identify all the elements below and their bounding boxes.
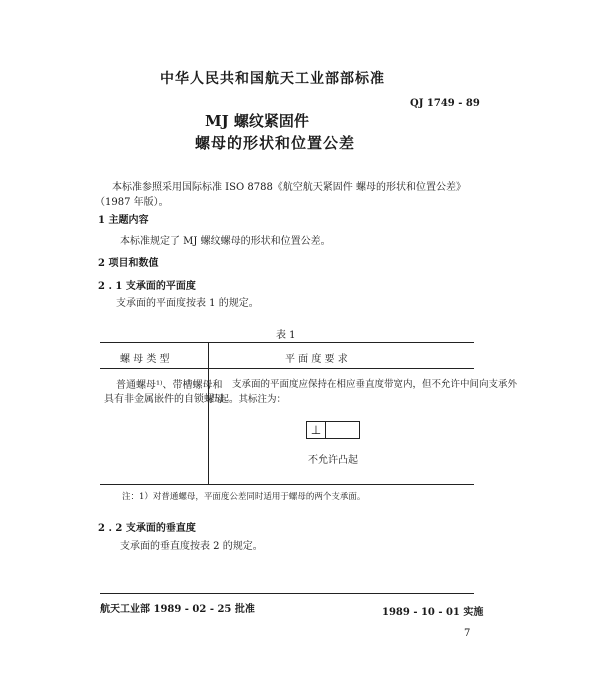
perpendicularity-icon: ⊥ [310,423,322,437]
table1-caption: 表 1 [276,330,296,341]
table1-col2-header: 平 面 度 要 求 [285,354,348,365]
section21-heading: 2 . 1 支承面的平面度 [98,281,196,292]
intro-line2: （1987 年版）。 [95,197,169,208]
section21-text: 支承面的平面度按表 1 的规定。 [116,298,259,309]
footer-implemented: 1989 - 10 - 01 实施 [382,607,484,618]
footnote: 注：1）对普通螺母，平面度公差同时适用于螺母的两个支承面。 [122,492,366,502]
table1-row1-col2-line2: 凸起。其标注为： [210,394,287,405]
standard-code: QJ 1749 - 89 [410,98,480,109]
table1-bottom-border [100,484,474,485]
title-line2: 螺母的形状和位置公差 [195,134,356,152]
section22-text: 支承面的垂直度按表 2 的规定。 [120,541,263,552]
title-line1: MJ 螺纹紧固件 [205,112,309,130]
section2-heading: 2 项目和数值 [98,258,159,269]
table1-row1-col2-line1: 支承面的平面度应保持在相应垂直度带宽内，但不允许中间向支承外 [232,379,518,390]
table1-col1-header: 螺 母 类 型 [120,354,170,365]
footer-approved: 航天工业部 1989 - 02 - 25 批准 [100,604,255,615]
section1-heading: 1 主题内容 [98,215,149,226]
table1-header-border [100,368,474,369]
intro-line1: 本标准参照采用国际标准 ISO 8788《航空航天紧固件 螺母的形状和位置公差》 [112,182,466,193]
footer-rule [100,593,474,594]
table1-row1-col1-line1: 普通螺母¹⁾、带槽螺母和 [116,380,223,391]
table1-column-divider [208,342,209,484]
tolerance-frame-value-cell [325,421,360,439]
org-title: 中华人民共和国航天工业部部标准 [160,71,385,87]
table1-top-border [100,342,474,343]
tolerance-frame-symbol-cell [306,421,326,439]
table1-not-allowed: 不允许凸起 [308,455,358,466]
section1-text: 本标准规定了 MJ 螺纹螺母的形状和位置公差。 [120,236,331,247]
table1-row1-col1-line2: 具有非金属嵌件的自锁螺母 [104,394,224,405]
page-number: 7 [464,628,471,639]
section22-heading: 2 . 2 支承面的垂直度 [98,523,196,534]
